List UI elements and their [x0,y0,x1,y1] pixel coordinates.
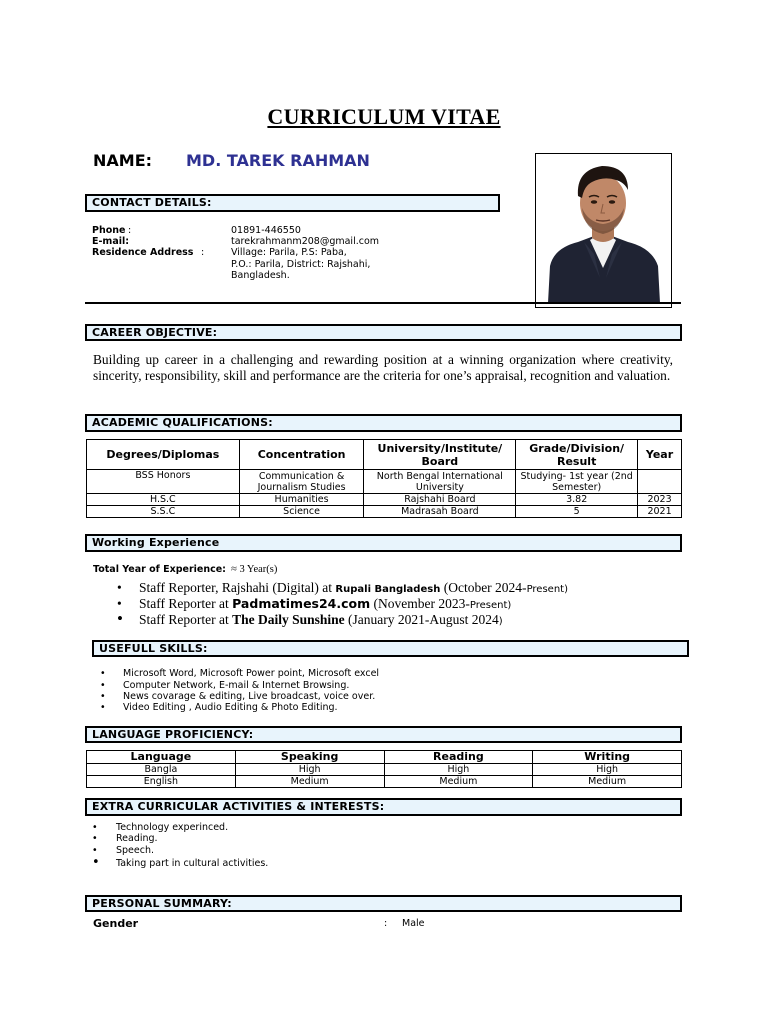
experience-date-suffix: ) [498,616,503,627]
experience-org: Padmatimes24.com [232,596,371,611]
table-row [87,470,682,494]
academic-header-cell [638,440,682,470]
skill-text: Computer Network, E-mail & Internet Browsing. [123,680,350,691]
email-label: E-mail: [92,236,130,247]
bullet-icon: • [100,668,106,679]
table-cell: Madrasah Board [364,506,516,518]
total-experience [93,557,277,576]
table-cell: Bangla [87,764,236,776]
divider [85,302,681,304]
phone-label: Phone [92,225,126,236]
academic-header-cell: Degrees/Diplomas [87,440,240,470]
address-line: P.O.: Parila, District: Rajshahi, [231,258,371,270]
extra-text: Technology experinced. [116,822,229,833]
table-cell: Medium [384,776,533,788]
table-row [87,776,682,788]
table-cell: English [87,776,236,788]
table-cell: Rajshahi Board [364,494,516,506]
language-header-cell: Reading [384,751,533,764]
bullet-icon: • [100,702,106,713]
table-cell: 3.82 [516,494,638,506]
experience-org: The Daily Sunshine [232,612,345,627]
phone-value: 01891-446550 [231,225,301,236]
section-header-personal-summary: PERSONAL SUMMARY: [85,895,682,912]
academic-table [86,439,682,518]
table-cell: North Bengal International University [364,470,516,494]
table-cell: Studying- 1st year (2nd Semester) [516,470,638,494]
bullet-icon: • [92,855,100,870]
gender-value: Male [402,918,425,929]
table-cell: Medium [533,776,682,788]
section-header-language: LANGUAGE PROFICIENCY: [85,726,682,743]
bullet-icon: • [92,845,98,856]
section-header-academic: ACADEMIC QUALIFICATIONS: [85,414,682,432]
total-experience-value: ≈ 3 Year(s) [231,564,278,575]
experience-date-suffix: Present) [469,600,512,611]
language-header-row [87,751,682,764]
academic-header-row [87,440,682,470]
table-cell: High [384,764,533,776]
table-cell: Science [239,506,364,518]
profile-photo [535,153,672,308]
table-row [87,506,682,518]
total-experience-label: Total Year of Experience: [93,564,226,575]
bullet-icon: • [100,680,106,691]
table-cell: Humanities [239,494,364,506]
section-header-experience: Working Experience [85,534,682,552]
email-value: tarekrahmanm208@gmail.com [231,236,380,247]
bullet-icon: • [92,833,98,844]
table-cell: High [533,764,682,776]
extra-text: Taking part in cultural activities. [116,858,269,869]
bullet-icon: • [117,609,123,628]
table-cell: High [235,764,384,776]
profile-photo-portrait [544,158,662,303]
language-header-cell: Language [87,751,236,764]
name-label: NAME: [93,151,153,170]
gender-colon: : [384,918,388,929]
experience-org: Rupali Bangladesh [335,584,441,595]
table-cell [638,470,682,494]
address-line: Village: Parila, P.S: Paba, [231,247,347,258]
gender-label: Gender [93,917,139,930]
table-cell: 2023 [638,494,682,506]
address-line: Bangladesh. [231,270,290,281]
bullet-icon: • [92,822,98,833]
table-cell: Medium [235,776,384,788]
skill-text: Video Editing , Audio Editing & Photo Editing. [123,702,338,713]
career-objective-text: Building up career in a challenging and rewarding position at a winning organization where creativity, sincerity, responsibility, skill and performance are the criteria for one’s appraisal, recognition and valuation. [93,352,673,383]
language-header-cell: Writing [533,751,682,764]
address-label: Residence Address [92,247,194,258]
bullet-icon: • [117,596,122,611]
experience-date: (November 2023- [370,596,470,611]
academic-header-cell: Concentration [239,440,364,470]
experience-date: (October 2024- [440,580,527,595]
section-header-career-objective: CAREER OBJECTIVE: [85,324,682,341]
skill-text: News covarage & editing, Live broadcast, voice over. [123,691,376,702]
academic-header-cell: University/Institute/ Board [364,440,516,470]
address-colon: : [201,247,205,258]
table-cell: S.S.C [87,506,240,518]
table-cell: 2021 [638,506,682,518]
section-header-skills: USEFULL SKILLS: [92,640,689,657]
language-table [86,750,682,788]
table-row [87,764,682,776]
experience-role: Staff Reporter at [139,596,233,611]
section-header-contact: CONTACT DETAILS: [85,194,500,212]
language-header-cell: Speaking [235,751,384,764]
experience-role: Staff Reporter at [139,612,233,627]
phone-colon: : [128,225,132,236]
experience-role: Staff Reporter, Rajshahi (Digital) at [139,580,336,595]
table-cell: BSS Honors [87,470,240,494]
academic-header-cell: Grade/Division/ Result [516,440,638,470]
section-header-extra-curricular: EXTRA CURRICULAR ACTIVITIES & INTERESTS: [85,798,682,816]
skill-text: Microsoft Word, Microsoft Power point, Microsoft excel [123,668,380,679]
table-cell: Communication & Journalism Studies [239,470,364,494]
bullet-icon: • [100,691,106,702]
table-cell: 5 [516,506,638,518]
document-title: CURRICULUM VITAE [267,104,501,129]
extra-text: Reading. [116,833,158,844]
year-header-text: Year [645,447,674,461]
table-row [87,494,682,506]
name-value: MD. TAREK RAHMAN [186,151,370,170]
experience-date-suffix: Present) [526,584,568,595]
experience-date: (January 2021-August 2024 [344,612,499,627]
table-cell: H.S.C [87,494,240,506]
bullet-icon: • [117,580,122,595]
extra-text: Speech. [116,845,155,856]
